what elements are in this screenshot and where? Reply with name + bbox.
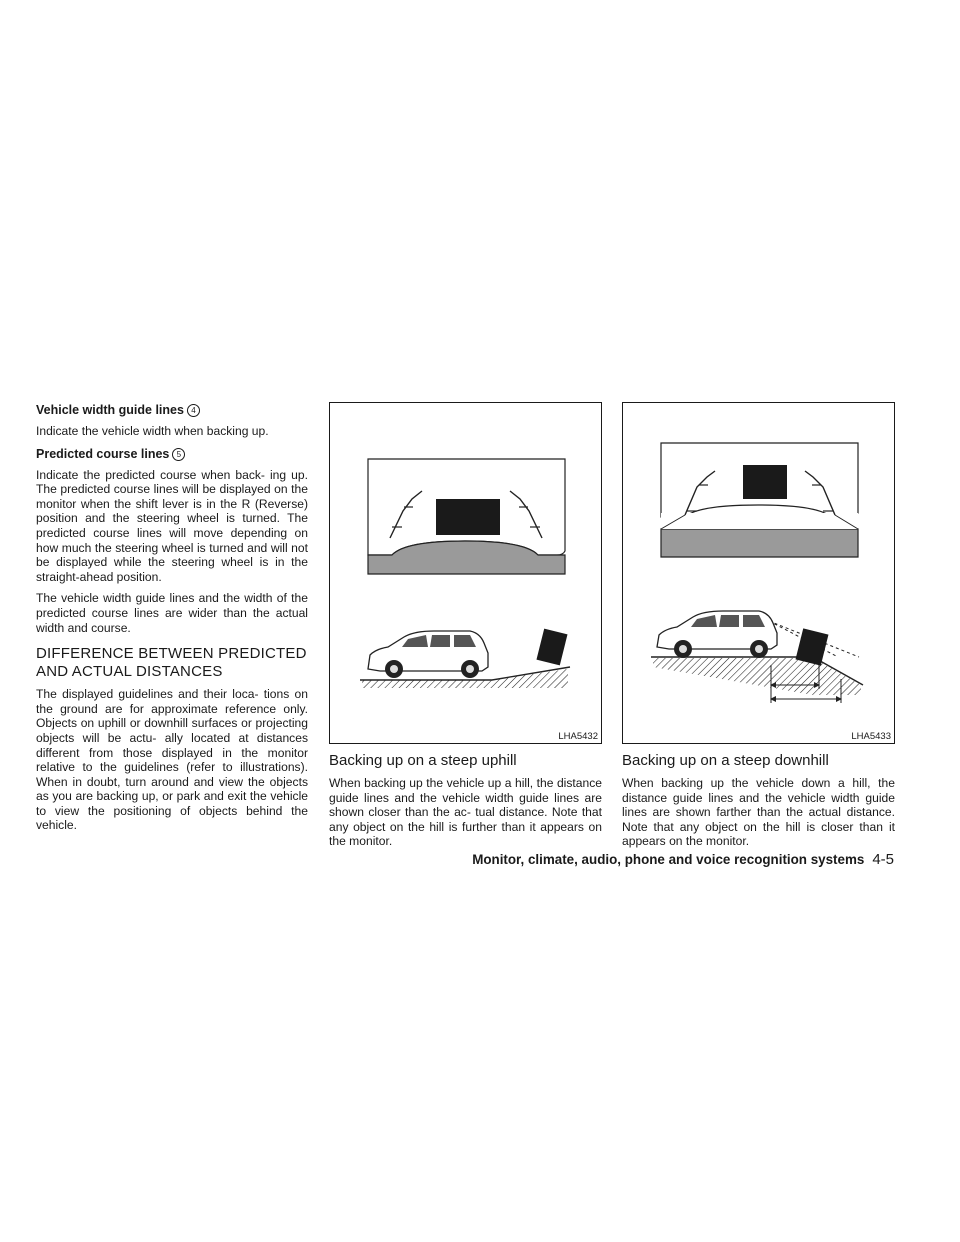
object-on-screen [436, 499, 500, 535]
subheading-vehicle-width: Vehicle width guide lines 4 [36, 402, 308, 418]
figure-downhill [622, 402, 895, 744]
monitor-screen [661, 443, 858, 557]
object-on-screen [743, 465, 787, 499]
heading-downhill: Backing up on a steep downhill [622, 752, 829, 769]
heading-uphill: Backing up on a steep uphill [329, 752, 517, 769]
chapter-title: Monitor, climate, audio, phone and voice recognition systems [472, 852, 865, 867]
paragraph-vehicle-width: Indicate the vehicle width when backing up. [36, 424, 269, 438]
marker-5: 5 [172, 448, 185, 461]
paragraph-predicted-course: Indicate the predicted course when back- ing up. The predicted course lines will be displayed on the monitor when the shift lever is in the R (Reverse) position and the steering wheel is turned. The predicted course lines will move depending on how much the steering wheel is turned and will not be displayed while the steering wheel is in the straight-ahead position. [36, 467, 308, 584]
section-heading: DIFFERENCE BETWEEN PREDICTED AND ACTUAL DISTANCES [36, 645, 307, 681]
paragraph-downhill: When backing up the vehicle down a hill, the distance guide lines and the vehicle width guide lines are shown farther than the actual distance. Note that any object on the hill is closer than it appears on the monitor. [622, 776, 895, 849]
paragraph-uphill: When backing up the vehicle up a hill, the distance guide lines and the vehicle width guide lines are shown closer than the ac- tual distance. Note that any object on the hill is further than it appears on the monitor. [329, 776, 602, 849]
figure-uphill [329, 402, 602, 744]
page-number: 4-5 [872, 851, 894, 868]
subheading-predicted-course: Predicted course lines 5 [36, 446, 308, 462]
uphill-illustration [330, 403, 601, 743]
object-on-slope [536, 629, 567, 666]
text-column-1 [36, 402, 308, 840]
downhill-illustration [623, 403, 894, 743]
page-footer [472, 851, 894, 869]
vehicle-side-view [368, 631, 488, 678]
marker-4: 4 [187, 404, 200, 417]
figure-id: LHA5432 [558, 731, 598, 742]
paragraph-differences: The displayed guidelines and their loca- tions on the ground are for approximate reference only. Objects on uphill or downhill surfaces or projecting objects will be actu- ally located at distances different from those displayed in the monitor relative to the guidelines (refer to illustrations). When in doubt, turn around and view the objects as you are backing up, or park and exit the vehicle to view the positioning of objects behind the vehicle. [36, 687, 308, 833]
monitor-screen [368, 459, 565, 574]
downhill-ground [651, 657, 863, 695]
text-column-3 [622, 402, 895, 856]
vehicle-side-view [657, 611, 777, 658]
paragraph-width-note: The vehicle width guide lines and the width of the predicted course lines are wider than the actual width and course. [36, 591, 308, 635]
figure-id: LHA5433 [851, 731, 891, 742]
text-column-2 [329, 402, 602, 856]
object-on-slope [796, 628, 829, 665]
